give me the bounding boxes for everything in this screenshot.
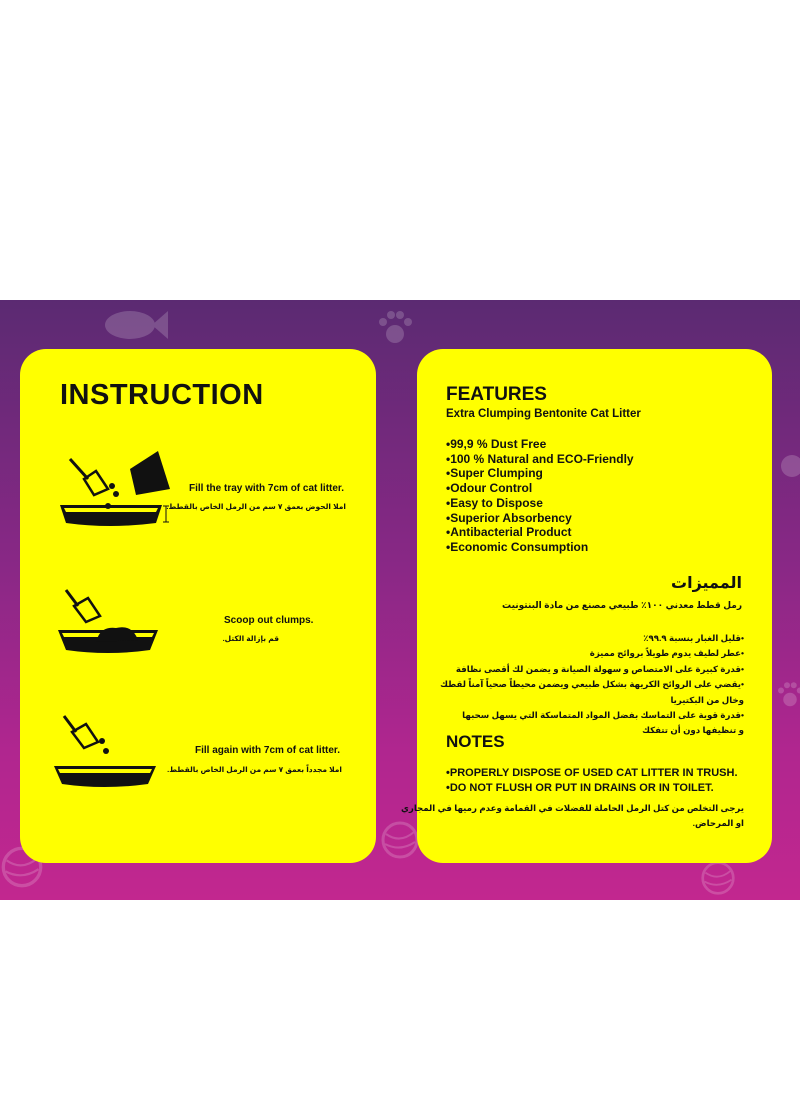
features-list — [446, 437, 634, 555]
list-item: •Super Clumping — [446, 466, 543, 481]
list-item: •قليل الغبار بنسبة ٩٩.٩٪ — [643, 633, 744, 643]
list-item: •PROPERLY DISPOSE OF USED CAT LITTER IN TRUSH. — [446, 767, 738, 779]
list-item: و تنظيفها دون أن تتفكك — [642, 725, 744, 736]
list-item: •100 % Natural and ECO-Friendly — [446, 451, 634, 466]
features-card — [401, 349, 772, 863]
features-subtitle: Extra Clumping Bentonite Cat Litter — [446, 408, 641, 420]
arabic-features-title: المميزات — [671, 575, 742, 592]
bell-pattern-icon — [780, 450, 800, 478]
arabic-features-subtitle: رمل قطط معدني ١٠٠٪ طبيعي مصنع من مادة البنتونيت — [502, 600, 742, 610]
step-2-text: Scoop out clumps. — [224, 615, 314, 626]
list-item: •Antibacterial Product — [446, 525, 572, 540]
list-item: •Superior Absorbency — [446, 510, 572, 525]
fill-tray-illustration-icon — [58, 449, 173, 534]
step-3-text: Fill again with 7cm of cat litter. — [195, 745, 341, 756]
step-2-arabic-text: قم بإزالة الكتل. — [222, 634, 279, 643]
list-item: •يقضي على الروائح الكريهة بشكل طبيعي ويضمن محيطاً صحياً آمناً لقطك — [440, 679, 744, 690]
list-item: •قدرة كبيرة على الامتصاص و سهولة الصيانة و يضمن لك أقصى نظافة — [455, 663, 744, 674]
list-item: وخال من البكتيريا — [670, 694, 744, 705]
list-item: •DO NOT FLUSH OR PUT IN DRAINS OR IN TOILET. — [446, 781, 714, 794]
scoop-clumps-illustration-icon — [58, 584, 168, 659]
fish-pattern-icon — [100, 305, 170, 345]
refill-tray-illustration-icon — [52, 714, 162, 794]
notes-title: NOTES — [446, 732, 505, 751]
notes-list — [446, 766, 738, 795]
list-item: او المرحاض. — [692, 818, 744, 828]
list-item: •عطر لطيف يدوم طويلاً بروائح مميزة — [589, 648, 744, 659]
features-title: FEATURES — [446, 384, 547, 405]
paw-pattern-icon — [775, 680, 800, 710]
arabic-notes-list — [401, 801, 744, 831]
yarn-ball-pattern-icon — [700, 860, 736, 896]
list-item: •قدرة قوية على التماسك بفضل المواد المتماسكة التي يسهل سحبها — [462, 710, 744, 721]
list-item: •99,9 % Dust Free — [446, 437, 547, 451]
paw-pattern-icon — [375, 310, 415, 346]
list-item: •Easy to Dispose — [446, 495, 543, 510]
list-item: •Odour Control — [446, 481, 533, 496]
arabic-features-list — [440, 631, 744, 739]
step-1-arabic-text: املا الحوض بعمق ٧ سم من الرمل الخاص بالقطط. — [166, 502, 346, 511]
step-1-text: Fill the tray with 7cm of cat litter. — [189, 483, 345, 494]
step-3-arabic-text: املا مجدداً بعمق ٧ سم من الرمل الخاص بالقطط. — [167, 765, 342, 774]
instruction-title: INSTRUCTION — [60, 379, 264, 411]
list-item: يرجى التخلص من كتل الرمل الحاملة للفضلات في القمامة وعدم رميها في المجاري — [401, 803, 744, 813]
instructions-card — [20, 349, 376, 863]
list-item: •Economic Consumption — [446, 539, 589, 554]
